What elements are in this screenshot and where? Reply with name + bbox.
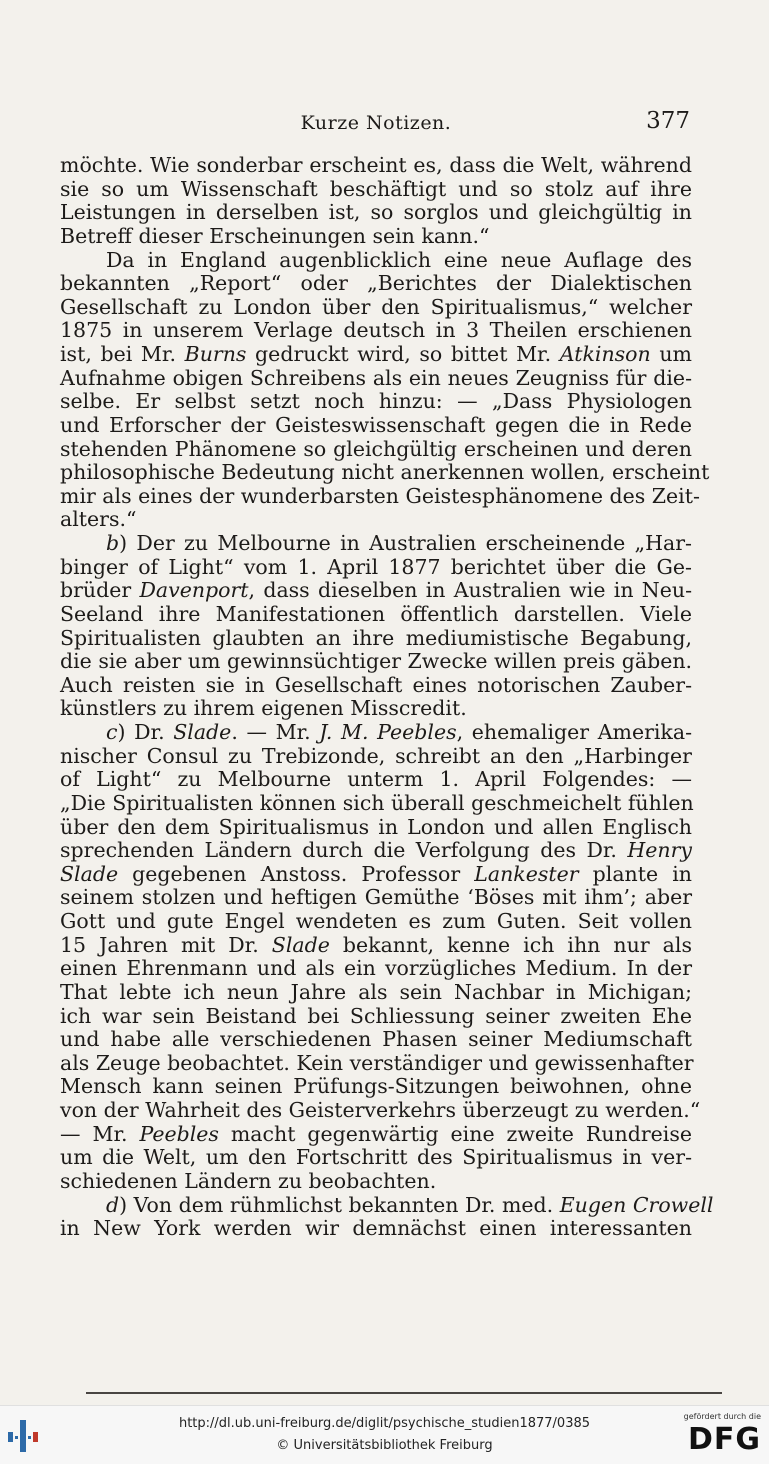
text-line: in New York werden wir demnächst einen interessanten — [60, 1216, 692, 1241]
dfg-caption: gefördert durch die — [683, 1412, 761, 1421]
text-line: — Mr. Peebles macht gegenwärtig eine zweite Rundreise — [60, 1121, 692, 1146]
text-line: 15 Jahren mit Dr. Slade bekannt, kenne ich ihn nur als — [60, 932, 692, 957]
text-line: alters.“ — [60, 507, 137, 532]
page-number: 377 — [646, 108, 690, 134]
running-head-title: Kurze Notizen. — [300, 112, 452, 134]
text-line: als Zeuge beobachtet. Kein verständiger und gewissenhafter — [60, 1050, 694, 1075]
text-line: und habe alle verschiedenen Phasen seiner Mediumschaft — [60, 1027, 692, 1052]
text-line: stehenden Phänomene so gleichgültig erscheinen und deren — [60, 436, 692, 461]
text-line: selbe. Er selbst setzt noch hinzu: — „Dass Physiologen — [60, 389, 692, 414]
source-url-link[interactable]: http://dl.ub.uni-freiburg.de/diglit/psychische_studien1877/0385 — [178, 1416, 591, 1431]
text-line: philosophische Bedeutung nicht anerkennen wollen, erscheint — [60, 460, 710, 485]
text-line: 1875 in unserem Verlage deutsch in 3 Theilen erschienen — [60, 318, 692, 343]
text-line: Slade gegebenen Anstoss. Professor Lankester plante in — [60, 861, 692, 886]
text-line: d) Von dem rühmlichst bekannten Dr. med. Eugen Crowell — [106, 1192, 714, 1217]
text-line: Betreff dieser Erscheinungen sein kann.“ — [60, 223, 490, 248]
text-line: Aufnahme obigen Schreibens als ein neues Zeugniss für die- — [60, 365, 692, 390]
text-line: einen Ehrenmann und als ein vorzügliches Medium. In der — [60, 956, 692, 981]
text-line: Spiritualisten glaubten an ihre mediumistische Begabung, — [60, 625, 692, 650]
running-head — [60, 108, 692, 138]
text-line: ist, bei Mr. Burns gedruckt wird, so bittet Mr. Atkinson um — [60, 342, 693, 366]
text-line: Auch reisten sie in Gesellschaft eines notorischen Zauber- — [60, 672, 692, 697]
text-line: sprechenden Ländern durch die Verfolgung des Dr. Henry — [60, 838, 692, 863]
text-line: „Die Spiritualisten können sich überall geschmeichelt fühlen — [60, 790, 694, 815]
text-line: ich war sein Beistand bei Schliessung seiner zweiten Ehe — [60, 1003, 692, 1028]
text-line: künstlers zu ihrem eigenen Misscredit. — [60, 696, 467, 721]
text-line: bekannten „Report“ oder „Berichtes der Dialektischen — [60, 271, 692, 296]
text-line: of Light“ zu Melbourne unterm 1. April Folgendes: — — [60, 767, 692, 792]
text-line: Gott und gute Engel wendeten es zum Guten. Seit vollen — [60, 909, 692, 933]
text-line: Da in England augenblicklich eine neue Auflage des — [106, 247, 692, 272]
text-line: möchte. Wie sonderbar erscheint es, dass die Welt, während — [60, 153, 692, 177]
text-line: c) Dr. Slade. — Mr. J. M. Peebles, ehemaliger Amerika- — [106, 720, 693, 744]
text-line: über den dem Spiritualismus in London und allen Englisch — [60, 814, 692, 839]
text-line: nischer Consul zu Trebizonde, schreibt an den „Harbinger — [60, 743, 692, 768]
text-line: brüder Davenport, dass dieselben in Australien wie in Neu- — [60, 578, 692, 603]
text-line: die sie aber um gewinnsüchtiger Zwecke willen preis gäben. — [60, 649, 693, 674]
text-line: That lebte ich neun Jahre als sein Nachbar in Michigan; — [60, 979, 692, 1004]
viewer-footer — [0, 1405, 769, 1464]
text-line: und Erforscher der Geisteswissenschaft gegen die in Rede — [60, 412, 692, 437]
text-line: Leistungen in derselben ist, so sorglos und gleichgültig in — [60, 200, 692, 225]
text-line: Gesellschaft zu London über den Spiritualismus,“ welcher — [60, 294, 692, 319]
text-line: schiedenen Ländern zu beobachten. — [60, 1168, 437, 1193]
text-line: sie so um Wissenschaft beschäftigt und so stolz auf ihre — [60, 176, 692, 201]
dfg-logo[interactable]: DFG — [687, 1422, 761, 1457]
text-line: Seeland ihre Manifestationen öffentlich darstellen. Viele — [60, 601, 692, 626]
bottom-rule — [86, 1392, 722, 1394]
text-line: um die Welt, um den Fortschritt des Spiritualismus in ver- — [60, 1145, 692, 1170]
text-line: seinem stolzen und heftigen Gemüthe ‘Böses mit ihm’; aber — [60, 885, 692, 910]
copyright-text: © Universitätsbibliothek Freiburg — [276, 1438, 493, 1453]
text-line: mir als eines der wunderbarsten Geistesphänomene des Zeit- — [60, 483, 700, 508]
text-line: b) Der zu Melbourne in Australien erscheinende „Har- — [106, 531, 692, 555]
text-line: von der Wahrheit des Geisterverkehrs überzeugt zu werden.“ — [60, 1098, 701, 1122]
body-text — [60, 153, 714, 1241]
text-line: Mensch kann seinen Prüfungs-Sitzungen beiwohnen, ohne — [60, 1074, 692, 1099]
text-line: binger of Light“ vom 1. April 1877 berichtet über die Ge- — [60, 554, 692, 579]
